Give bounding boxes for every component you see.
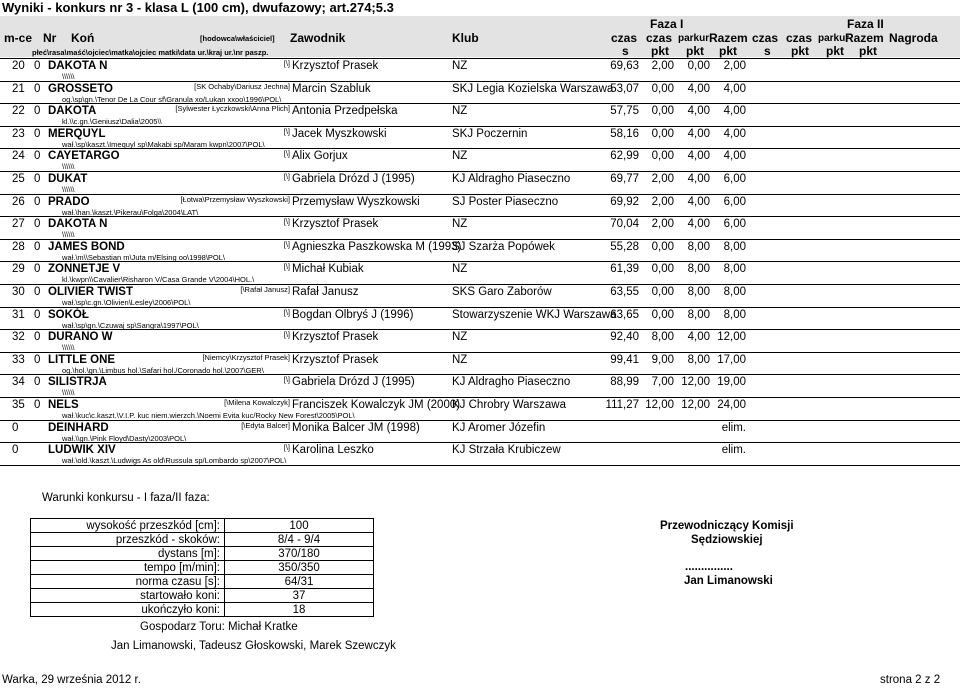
row-separator: [0, 239, 960, 240]
row-rider: Gabriela Drózd J (1995): [292, 173, 415, 185]
row-owner: [SK Ochaby\Dariusz Jechna]: [194, 82, 290, 91]
row-club: SKJ Legia Kozielska Warszawa: [452, 83, 614, 95]
row-horse-info: wał.\m\\Sebastian m\Juta m/Elsing oo\1998\POL\: [62, 253, 225, 262]
row-phase2-obstacles: 8,00: [687, 263, 710, 275]
row-owner: [\Rafał Janusz]: [240, 285, 290, 294]
row-phase2-obstacles: 4,00: [687, 173, 710, 185]
header-p2-pkt2: pkt: [826, 44, 844, 58]
row-number: 0: [34, 263, 41, 275]
row-separator: [0, 352, 960, 353]
row-horse: MERQUYL: [48, 128, 106, 140]
row-place: 33: [12, 354, 25, 366]
row-club: KJ Aromer Józefin: [452, 422, 546, 434]
row-horse: PRADO: [48, 196, 90, 208]
condition-row: [31, 575, 374, 589]
row-owner: [Łotwa\Przemysław Wyszkowski]: [180, 195, 290, 204]
row-rider: Michał Kubiak: [292, 263, 364, 275]
condition-row: [31, 561, 374, 575]
row-phase1-time: 69,92: [610, 196, 639, 208]
row-total: 4,00: [723, 128, 746, 140]
row-owner: [\]: [283, 443, 290, 452]
row-phase1-obstacles: 0,00: [651, 309, 674, 321]
row-separator: [0, 397, 960, 398]
row-phase2-obstacles: 8,00: [687, 286, 710, 298]
row-horse: ZONNETJE V: [48, 263, 121, 275]
row-horse-info: kl.\\c.gn.\Geniusz\Dalia\2005\\: [62, 117, 162, 126]
row-total: 8,00: [723, 263, 746, 275]
row-rider: Antonia Przedpełska: [292, 105, 398, 117]
row-number: 0: [34, 128, 41, 140]
row-phase1-time: 55,28: [610, 241, 639, 253]
header-horse-info: płeć\rasa\maść\ojciec\matka\ojciec matki\data ur.\kraj ur.\nr paszp.: [32, 48, 269, 57]
row-total: 12,00: [717, 331, 746, 343]
header-number: Nr: [43, 31, 57, 45]
row-separator: [0, 81, 960, 82]
header-p1-course: czas: [646, 31, 673, 45]
row-place: 30: [12, 286, 25, 298]
row-phase1-obstacles: 0,00: [651, 241, 674, 253]
row-horse: DAKOTA N: [48, 218, 108, 230]
row-phase1-time: 69,63: [610, 60, 639, 72]
row-place: 31: [12, 309, 25, 321]
header-p1-pkt3: pkt: [719, 44, 737, 58]
header-p2-course: czas: [786, 31, 813, 45]
row-total: 4,00: [723, 150, 746, 162]
row-phase2-obstacles: 12,00: [681, 399, 710, 411]
row-place: 24: [12, 150, 25, 162]
row-phase1-obstacles: 2,00: [651, 60, 674, 72]
header-phase-1: Faza I: [650, 17, 684, 31]
row-phase2-obstacles: 4,00: [687, 83, 710, 95]
header-p2-time: czas: [752, 31, 779, 45]
row-number: 0: [34, 309, 41, 321]
row-club: SKJ Poczernin: [452, 128, 528, 140]
row-number: 0: [34, 286, 41, 298]
row-total: 6,00: [723, 218, 746, 230]
row-number: 0: [34, 150, 41, 162]
row-horse-info: wał.\sp\kaszt.\Imequyl sp\Makabi sp/Maram kwpn\2007\POL\: [62, 140, 265, 149]
row-rider: Karolina Leszko: [292, 444, 374, 456]
row-phase1-time: 53,07: [610, 83, 639, 95]
row-phase2-obstacles: 12,00: [681, 376, 710, 388]
row-horse: SILISTRJA: [48, 376, 107, 388]
condition-row: [31, 547, 374, 561]
row-phase1-obstacles: 0,00: [651, 83, 674, 95]
row-horse: DUKAT: [48, 173, 88, 185]
row-rider: Przemysław Wyszkowski: [292, 196, 420, 208]
row-rider: Bogdan Olbryś J (1996): [292, 309, 414, 321]
row-phase1-obstacles: 0,00: [651, 286, 674, 298]
row-horse-info: wał.\kuc\c.kaszt.\V.I.P. kuc niem.wierzch.\Noemi Evita kuc/Rocky New Forest\2005\POL\: [62, 411, 355, 420]
row-horse-info: \\\\\\: [62, 185, 75, 194]
row-total: 24,00: [717, 399, 746, 411]
row-rider: Rafał Janusz: [292, 286, 359, 298]
row-place: 26: [12, 196, 25, 208]
course-designer: Gospodarz Toru: Michał Kratke: [140, 621, 298, 633]
row-phase1-obstacles: 8,00: [651, 331, 674, 343]
row-phase1-time: 58,16: [610, 128, 639, 140]
results-table-header: [0, 16, 960, 57]
condition-label: wysokość przeszkód [cm]:: [31, 519, 225, 533]
row-separator: [0, 420, 960, 421]
row-place: 23: [12, 128, 25, 140]
signature-dots: ...............: [685, 561, 733, 573]
row-horse: JAMES BOND: [48, 241, 125, 253]
header-rider: Zawodnik: [290, 31, 346, 45]
row-total: 4,00: [723, 105, 746, 117]
row-place: 28: [12, 241, 25, 253]
condition-label: tempo [m/min]:: [31, 561, 225, 575]
row-place: 0: [12, 444, 19, 456]
row-phase2-obstacles: 4,00: [687, 150, 710, 162]
row-phase1-time: 63,65: [610, 309, 639, 321]
row-horse: OLIVIER TWIST: [48, 286, 133, 298]
row-rider: Agnieszka Paszkowska M (1993): [292, 241, 462, 253]
row-horse: DURANO W: [48, 331, 113, 343]
footer-page-number: strona 2 z 2: [880, 674, 941, 686]
header-p1-pkt2: pkt: [686, 44, 704, 58]
row-separator: [0, 148, 960, 149]
judges-list: Jan Limanowski, Tadeusz Głoskowski, Marek Szewczyk: [111, 640, 396, 652]
row-club: NZ: [452, 60, 468, 72]
row-phase1-time: 111,27: [605, 399, 639, 411]
row-rider: Jacek Myszkowski: [292, 128, 387, 140]
row-phase1-obstacles: 0,00: [651, 263, 674, 275]
row-separator: [0, 261, 960, 262]
row-phase1-time: 92,40: [610, 331, 639, 343]
row-club: NZ: [452, 105, 468, 117]
row-number: 0: [34, 173, 41, 185]
row-total: 8,00: [723, 286, 746, 298]
row-club: Stowarzyszenie WKJ Warszawa: [452, 309, 617, 321]
condition-value: 18: [225, 603, 374, 617]
condition-label: ukończyło koni:: [31, 603, 225, 617]
row-phase1-obstacles: 7,00: [651, 376, 674, 388]
row-number: 0: [34, 399, 41, 411]
row-number: 0: [34, 354, 41, 366]
condition-label: przeszkód - skoków:: [31, 533, 225, 547]
row-owner: [\]: [283, 149, 290, 158]
row-horse-info: \\\\\\: [62, 343, 75, 352]
row-separator: [0, 374, 960, 375]
row-horse-info: wał.\han.\kaszt.\Pikerau\Folga\2004\LAT\: [62, 208, 199, 217]
row-phase2-obstacles: 4,00: [687, 218, 710, 230]
row-total: elim.: [721, 444, 746, 456]
row-horse: DAKOTA N: [48, 60, 108, 72]
row-phase1-obstacles: 9,00: [651, 354, 674, 366]
row-owner: [Sylwester Łyczkowski\Anna Plich]: [175, 104, 290, 113]
header-p2-pkt1: pkt: [791, 44, 809, 58]
row-separator: [0, 307, 960, 308]
row-total: 4,00: [723, 83, 746, 95]
page-title: Wyniki - konkurs nr 3 - klasa L (100 cm), dwufazowy; art.274;5.3: [2, 0, 394, 15]
condition-row: [31, 603, 374, 617]
row-separator: [0, 103, 960, 104]
row-owner: [Niemcy\Krzysztof Prasek]: [202, 353, 290, 362]
row-separator: [0, 442, 960, 443]
judge-chair-title-2: Sędziowskiej: [691, 534, 763, 546]
row-rider: Krzysztof Prasek: [292, 218, 379, 230]
row-place: 29: [12, 263, 25, 275]
condition-row: [31, 519, 374, 533]
header-p2-parkur: parkur: [818, 33, 850, 44]
row-number: 0: [34, 241, 41, 253]
header-p1-time: czas: [611, 31, 638, 45]
row-place: 34: [12, 376, 25, 388]
row-horse: CAYETARGO: [48, 150, 120, 162]
row-phase1-time: 62,99: [610, 150, 639, 162]
row-horse-info: og.\sp\gn.\Tenor De La Cour sf\Granula xo/Lukan xxoo\1996\POL\: [62, 95, 282, 104]
row-number: 0: [34, 196, 41, 208]
row-club: NZ: [452, 263, 468, 275]
condition-value: 8/4 - 9/4: [225, 533, 374, 547]
row-horse-info: wał.\sp\gn.\Czuwaj sp\Sangra\1997\POL\: [62, 321, 199, 330]
row-phase1-time: 57,75: [610, 105, 639, 117]
row-place: 21: [12, 83, 25, 95]
row-rider: Krzysztof Prasek: [292, 331, 379, 343]
judge-chair-title-1: Przewodniczący Komisji: [660, 520, 794, 532]
row-owner: [\]: [283, 172, 290, 181]
row-phase1-obstacles: 0,00: [651, 105, 674, 117]
row-club: KJ Chrobry Warszawa: [452, 399, 566, 411]
row-owner: [\]: [283, 262, 290, 271]
row-total: 8,00: [723, 309, 746, 321]
row-phase1-time: 61,39: [610, 263, 639, 275]
row-phase1-time: 88,99: [610, 376, 639, 388]
header-place: m-ce: [4, 31, 33, 45]
condition-row: [31, 533, 374, 547]
row-phase1-time: 63,55: [610, 286, 639, 298]
row-phase2-obstacles: 4,00: [687, 331, 710, 343]
conditions-table: [30, 518, 374, 617]
row-phase1-obstacles: 0,00: [651, 128, 674, 140]
row-horse-info: kl.\kwpn\\Cavalier\Risharon V/Casa Grande V\2004\HOL.\: [62, 275, 255, 284]
row-place: 25: [12, 173, 25, 185]
row-total: 17,00: [717, 354, 746, 366]
row-phase2-obstacles: 4,00: [687, 196, 710, 208]
condition-label: norma czasu [s]:: [31, 575, 225, 589]
row-place: 20: [12, 60, 25, 72]
row-horse: LITTLE ONE: [48, 354, 116, 366]
row-total: 2,00: [723, 60, 746, 72]
row-place: 22: [12, 105, 25, 117]
row-place: 0: [12, 422, 19, 434]
row-phase2-obstacles: 4,00: [687, 105, 710, 117]
row-horse: DAKOTA: [48, 105, 97, 117]
conditions-title: Warunki konkursu - I faza/II faza:: [42, 492, 210, 504]
judge-chair-name: Jan Limanowski: [684, 575, 773, 587]
row-phase1-obstacles: 2,00: [651, 218, 674, 230]
row-horse-info: og.\hol.\gn.\Limbus hol.\Safari hol./Coronado hol.\2007\GER\: [62, 366, 264, 375]
condition-value: 370/180: [225, 547, 374, 561]
row-phase2-obstacles: 8,00: [687, 309, 710, 321]
header-p1-pkt1: pkt: [651, 44, 669, 58]
row-horse-info: wał.\sp\c.gn.\Olivien\Lesley\2006\POL\: [62, 298, 191, 307]
header-owner: [hodowca\właściciel]: [200, 34, 275, 43]
row-phase2-obstacles: 8,00: [687, 354, 710, 366]
row-phase2-obstacles: 0,00: [687, 60, 710, 72]
row-rider: Krzysztof Prasek: [292, 354, 379, 366]
row-separator: [0, 465, 960, 466]
row-number: 0: [34, 83, 41, 95]
row-place: 35: [12, 399, 25, 411]
row-phase1-obstacles: 2,00: [651, 196, 674, 208]
row-owner: [\Milena Kowalczyk]: [224, 398, 290, 407]
row-place: 27: [12, 218, 25, 230]
row-number: 0: [34, 331, 41, 343]
row-number: 0: [34, 376, 41, 388]
row-horse-info: wał.\\gn.\Pink Floyd\Dasty\2003\POL\: [62, 434, 187, 443]
header-p1-total: Razem: [709, 31, 748, 45]
footer-place-date: Warka, 29 września 2012 r.: [2, 674, 141, 686]
condition-value: 64/31: [225, 575, 374, 589]
condition-label: dystans [m]:: [31, 547, 225, 561]
header-p1-s: s: [622, 44, 629, 58]
row-horse: LUDWIK XIV: [48, 444, 116, 456]
row-phase1-time: 69,77: [610, 173, 639, 185]
row-separator: [0, 194, 960, 195]
row-horse: NELS: [48, 399, 79, 411]
row-owner: [\Edyta Balcer]: [241, 421, 290, 430]
row-total: 6,00: [723, 196, 746, 208]
row-total: elim.: [721, 422, 746, 434]
row-club: KJ Strzała Krubiczew: [452, 444, 561, 456]
row-rider: Gabriela Drózd J (1995): [292, 376, 415, 388]
row-phase2-obstacles: 4,00: [687, 128, 710, 140]
condition-row: [31, 589, 374, 603]
row-total: 6,00: [723, 173, 746, 185]
row-phase1-obstacles: 2,00: [651, 173, 674, 185]
row-owner: [\]: [283, 308, 290, 317]
row-club: SJ Poster Piaseczno: [452, 196, 559, 208]
row-club: KJ Aldragho Piaseczno: [452, 173, 571, 185]
row-horse: SOKÓŁ: [48, 309, 89, 321]
row-horse-info: \\\\\\: [62, 230, 75, 239]
row-separator: [0, 284, 960, 285]
row-phase1-obstacles: 0,00: [651, 150, 674, 162]
condition-value: 350/350: [225, 561, 374, 575]
row-club: KJ Aldragho Piaseczno: [452, 376, 571, 388]
row-owner: [\]: [283, 240, 290, 249]
header-p2-total: Razem: [845, 31, 884, 45]
row-horse: GROSSETO: [48, 83, 113, 95]
row-club: SJ Szarża Popówek: [452, 241, 555, 253]
row-phase1-time: 70,04: [610, 218, 639, 230]
header-club: Klub: [452, 31, 479, 45]
header-p1-parkur: parkur: [678, 33, 710, 44]
row-horse-info: wał.\old.\kaszt.\Ludwigs As old\Russula sp/Lombardo sp\2007\POL\: [62, 456, 287, 465]
row-separator: [0, 126, 960, 127]
row-phase1-obstacles: 12,00: [645, 399, 674, 411]
condition-label: startowało koni:: [31, 589, 225, 603]
row-place: 32: [12, 331, 25, 343]
row-horse: DEINHARD: [48, 422, 109, 434]
row-total: 8,00: [723, 241, 746, 253]
row-total: 19,00: [717, 376, 746, 388]
row-club: NZ: [452, 150, 468, 162]
row-rider: Franciszek Kowalczyk JM (2000): [292, 399, 461, 411]
row-owner: [\]: [283, 217, 290, 226]
row-club: NZ: [452, 331, 468, 343]
row-rider: Krzysztof Prasek: [292, 60, 379, 72]
row-club: NZ: [452, 218, 468, 230]
header-p2-s: s: [764, 44, 771, 58]
condition-value: 100: [225, 519, 374, 533]
header-horse: Koń: [71, 31, 95, 45]
row-number: 0: [34, 105, 41, 117]
row-owner: [\]: [283, 375, 290, 384]
row-separator: [0, 58, 960, 59]
row-phase2-obstacles: 8,00: [687, 241, 710, 253]
row-phase1-time: 99,41: [610, 354, 639, 366]
row-separator: [0, 329, 960, 330]
row-rider: Alix Gorjux: [292, 150, 348, 162]
row-club: NZ: [452, 354, 468, 366]
row-separator: [0, 216, 960, 217]
row-owner: [\]: [283, 59, 290, 68]
row-horse-info: \\\\\\: [62, 72, 75, 81]
row-owner: [\]: [283, 330, 290, 339]
row-horse-info: \\\\\\: [62, 388, 75, 397]
row-number: 0: [34, 218, 41, 230]
row-number: 0: [34, 60, 41, 72]
header-prize: Nagroda: [889, 31, 938, 45]
condition-value: 37: [225, 589, 374, 603]
row-rider: Marcin Szabluk: [292, 83, 371, 95]
row-owner: [\]: [283, 127, 290, 136]
row-club: SKS Garo Zaborów: [452, 286, 552, 298]
row-horse-info: \\\\\\: [62, 162, 75, 171]
row-separator: [0, 171, 960, 172]
row-rider: Monika Balcer JM (1998): [292, 422, 420, 434]
header-phase-2: Faza II: [847, 17, 884, 31]
header-p2-pkt3: pkt: [859, 44, 877, 58]
